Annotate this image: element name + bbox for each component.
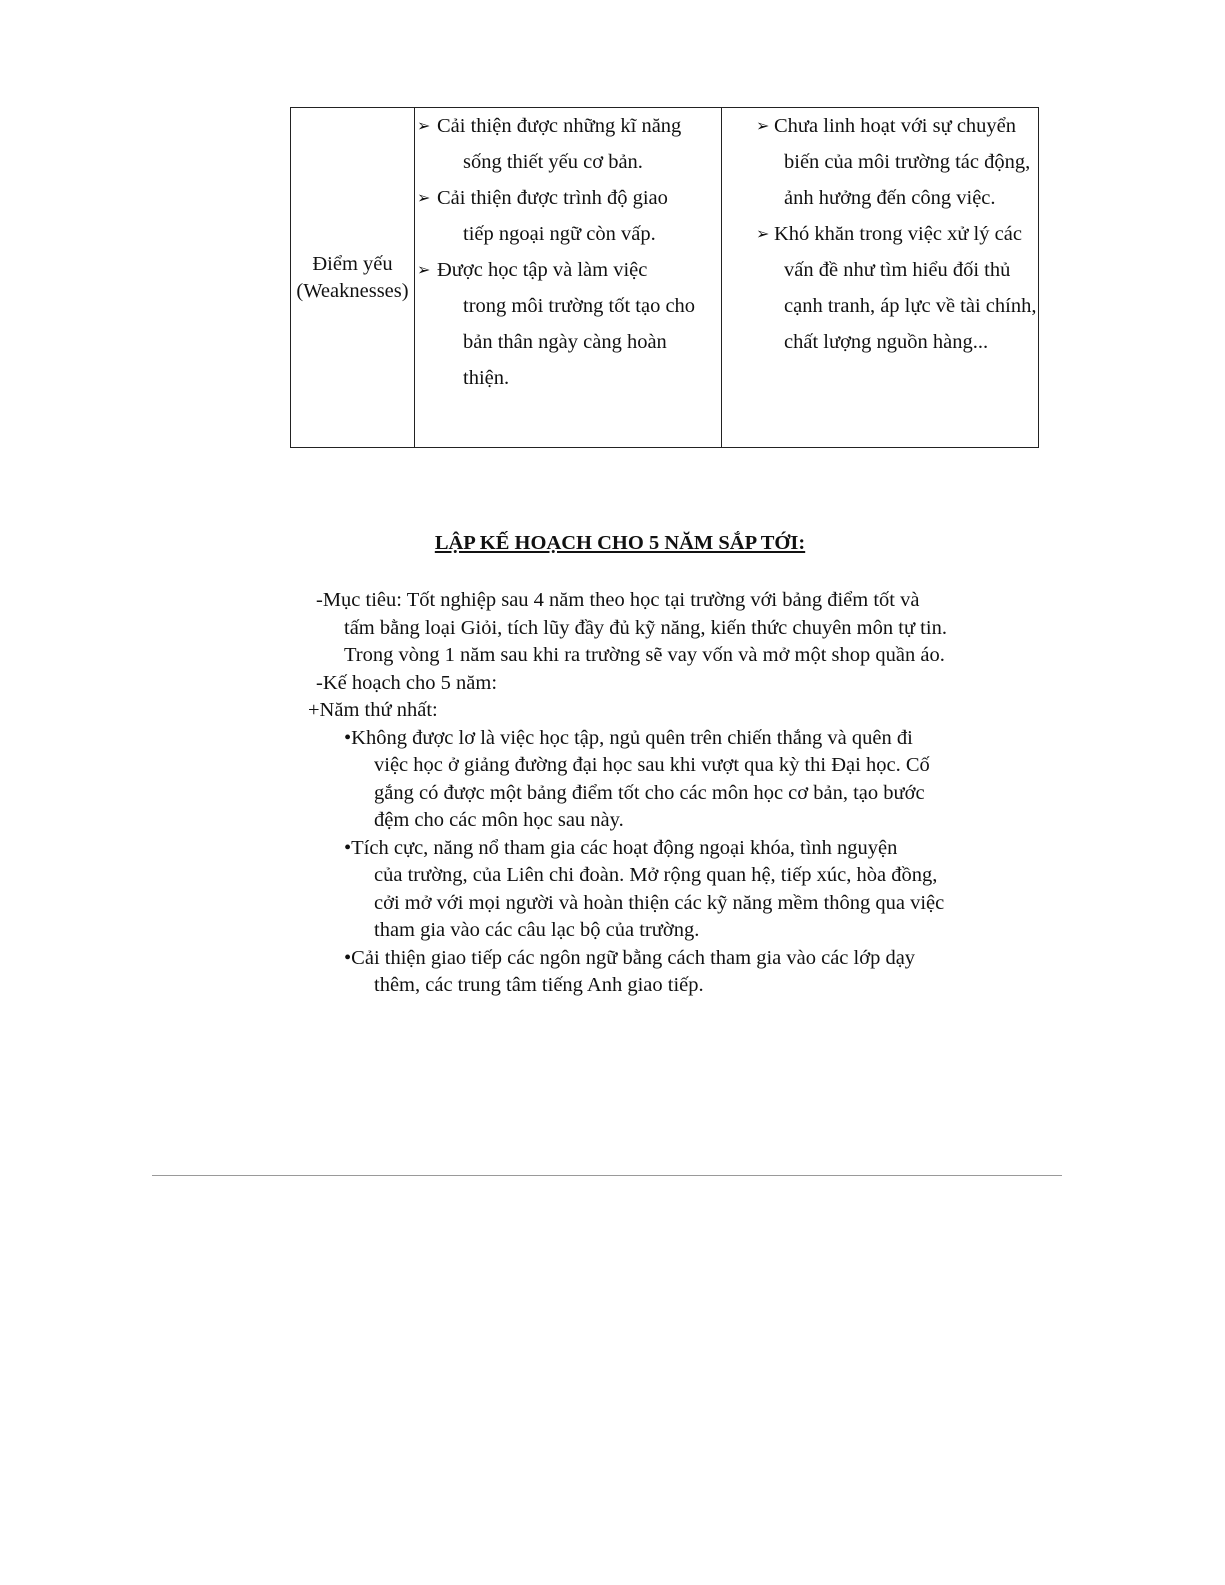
plan-body: [300, 587, 1020, 1000]
row-label-cell: [291, 108, 415, 448]
item-line: tiếp ngoại ngữ còn vấp.: [463, 223, 656, 245]
strength-cell: [415, 108, 722, 448]
page-divider: [152, 1175, 1062, 1176]
list-item: [300, 945, 1020, 1000]
item-line: •Cải thiện giao tiếp các ngôn ngữ bằng cách tham gia vào các lớp dạy: [344, 946, 916, 969]
item-line: thiện.: [463, 367, 510, 389]
item-line: gắng có được một bảng điểm tốt cho các môn học cơ bản, tạo bước: [374, 781, 925, 804]
list-item: [417, 252, 719, 396]
item-line: sống thiết yếu cơ bản.: [463, 151, 643, 173]
arrow-bullet-icon: ➢: [756, 224, 770, 243]
list-item: [417, 108, 719, 180]
plan-label: -Kế hoạch cho 5 năm:: [316, 671, 498, 694]
item-line: bản thân ngày càng hoàn: [463, 331, 667, 353]
item-line: •Không được lơ là việc học tập, ngủ quên trên chiến thắng và quên đi: [344, 726, 913, 749]
item-line: đệm cho các môn học sau này.: [374, 809, 624, 831]
year1-label: +Năm thứ nhất:: [308, 699, 438, 721]
item-line: cởi mở với mọi người và hoàn thiện các kỹ năng mềm thông qua việc: [374, 891, 945, 914]
item-line: Cải thiện được trình độ giao: [437, 187, 668, 209]
item-line: •Tích cực, năng nổ tham gia các hoạt động ngoại khóa, tình nguyện: [344, 836, 898, 859]
item-line: tham gia vào các câu lạc bộ của trường.: [374, 919, 700, 941]
item-line: biến của môi trường tác động,: [784, 151, 1031, 173]
arrow-bullet-icon: ➢: [417, 116, 431, 135]
row-label-line: (Weaknesses): [296, 279, 409, 302]
arrow-bullet-icon: ➢: [417, 260, 431, 279]
plan-heading: LẬP KẾ HOẠCH CHO 5 NĂM SẮP TỚI:: [434, 532, 806, 554]
row-label-line: Điểm yếu: [312, 252, 393, 275]
item-line: cạnh tranh, áp lực về tài chính,: [784, 295, 1037, 317]
goal-line: -Mục tiêu: Tốt nghiệp sau 4 năm theo học tại trường với bảng điểm tốt và: [316, 589, 920, 611]
list-item: [417, 180, 719, 252]
item-line: ảnh hưởng đến công việc.: [784, 187, 996, 209]
list-item: [300, 835, 1020, 945]
list-item: [300, 725, 1020, 835]
item-line: trong môi trường tốt tạo cho: [463, 295, 696, 317]
weakness-cell: [722, 108, 1039, 448]
arrow-bullet-icon: ➢: [417, 188, 431, 207]
item-line: Được học tập và làm việc: [437, 259, 648, 281]
item-line: Khó khăn trong việc xử lý các: [774, 223, 1022, 245]
item-line: thêm, các trung tâm tiếng Anh giao tiếp.: [374, 974, 704, 996]
arrow-bullet-icon: ➢: [756, 116, 770, 135]
item-line: Chưa linh hoạt với sự chuyển: [774, 115, 1017, 137]
list-item: [756, 108, 1038, 216]
item-line: chất lượng nguồn hàng...: [784, 331, 989, 353]
table-row: [291, 108, 1039, 448]
goal-line: tấm bằng loại Giỏi, tích lũy đầy đủ kỹ năng, kiến thức chuyên môn tự tin.: [344, 616, 947, 639]
item-line: việc học ở giảng đường đại học sau khi vượt qua kỳ thi Đại học. Cố: [374, 754, 930, 776]
list-item: [756, 216, 1038, 360]
item-line: vấn đề như tìm hiểu đối thủ: [784, 259, 1011, 281]
goal-line: Trong vòng 1 năm sau khi ra trường sẽ vay vốn và mở một shop quần áo.: [344, 644, 945, 666]
item-line: của trường, của Liên chi đoàn. Mở rộng quan hệ, tiếp xúc, hòa đồng,: [374, 864, 938, 886]
swot-weakness-table: [290, 107, 1039, 448]
item-line: Cải thiện được những kĩ năng: [437, 115, 682, 137]
